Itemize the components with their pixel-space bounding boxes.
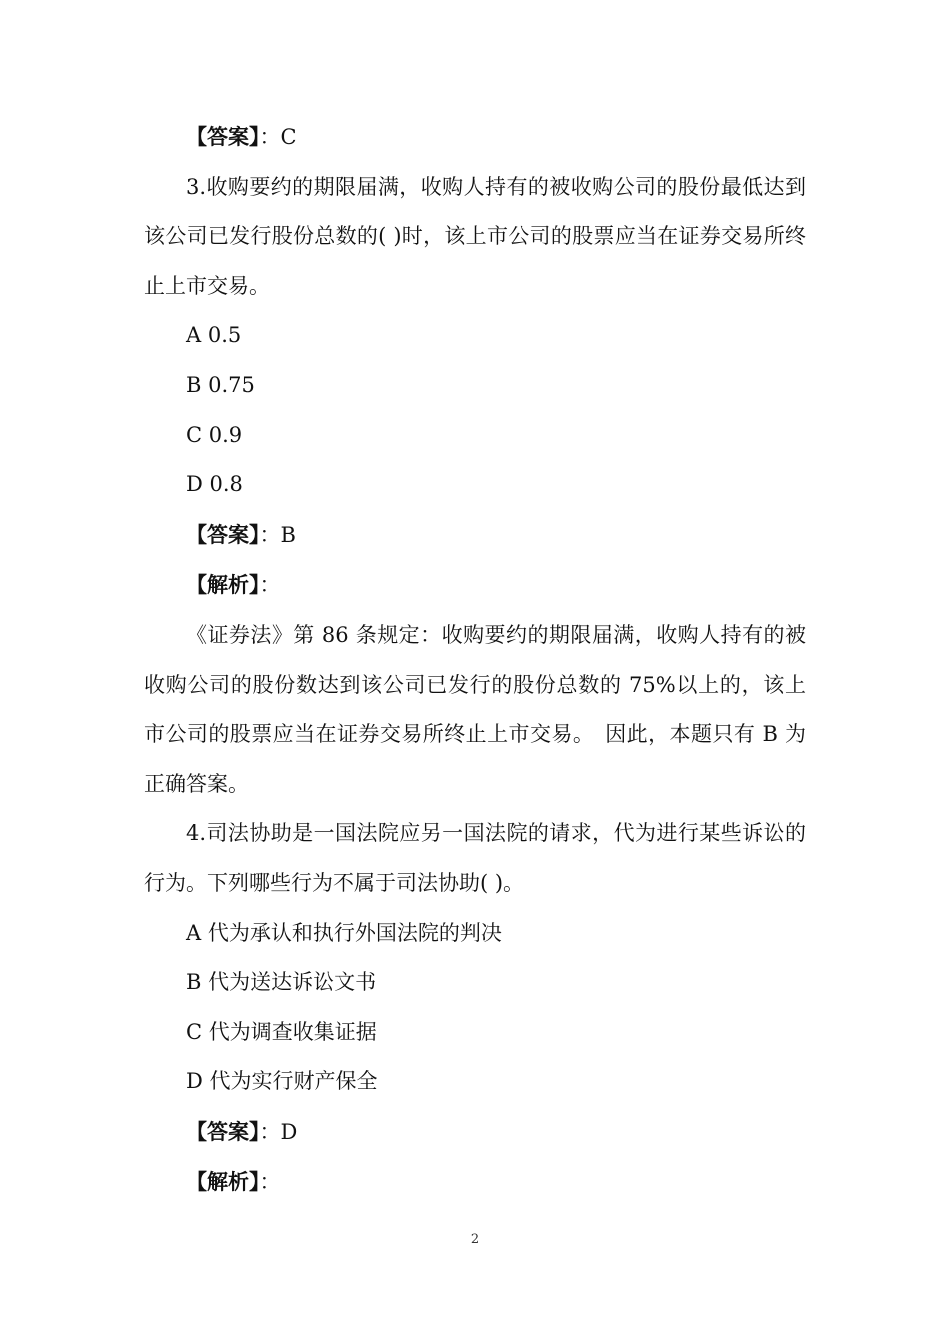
answer-line (144, 1107, 806, 1158)
option-c: C 0.9 (186, 422, 243, 447)
page-number: 2 (470, 1232, 480, 1247)
answer-value: ：C (259, 125, 297, 149)
answer-value: ：D (259, 1119, 298, 1144)
analysis-paragraph: 《证券法》第 86 条规定：收购要约的期限届满，收购人持有的被收购公司的股份数达到该公司已发行的股份总数的 75%以上的，该上市公司的股票应当在证券交易所终止上市交易。 因此，本题只有 B 为正确答案。 (144, 622, 806, 796)
answer-line (144, 510, 806, 561)
analysis-line (144, 1157, 806, 1208)
analysis-line (144, 560, 806, 611)
option-d: D 0.8 (186, 472, 243, 497)
option-b: B 代为送达诉讼文书 (186, 970, 377, 995)
answer-value: ：B (259, 522, 296, 547)
document-body (144, 112, 806, 1208)
answer-label: 【答案】 (186, 521, 260, 547)
option-d: D 代为实行财产保全 (186, 1069, 378, 1094)
option-b: B 0.75 (186, 372, 255, 397)
question-3: 3.收购要约的期限届满，收购人持有的被收购公司的股份最低达到该公司已发行股份总数的( )时，该上市公司的股票应当在证券交易所终止上市交易。 (144, 174, 806, 298)
answer-line (144, 112, 806, 163)
analysis-value: ： (259, 1170, 281, 1195)
option-a: A 代为承认和执行外国法院的判决 (186, 920, 502, 945)
question-4: 4.司法协助是一国法院应另一国法院的请求，代为进行某些诉讼的行为。下列哪些行为不属于司法协助( )。 (144, 821, 806, 895)
answer-label: 【答案】 (186, 124, 260, 149)
analysis-label: 【解析】 (186, 1169, 260, 1195)
option-c: C 代为调查收集证据 (186, 1019, 377, 1044)
option-a: A 0.5 (186, 323, 242, 348)
analysis-value: ： (259, 573, 281, 598)
analysis-label: 【解析】 (186, 572, 260, 598)
answer-label: 【答案】 (186, 1118, 260, 1144)
